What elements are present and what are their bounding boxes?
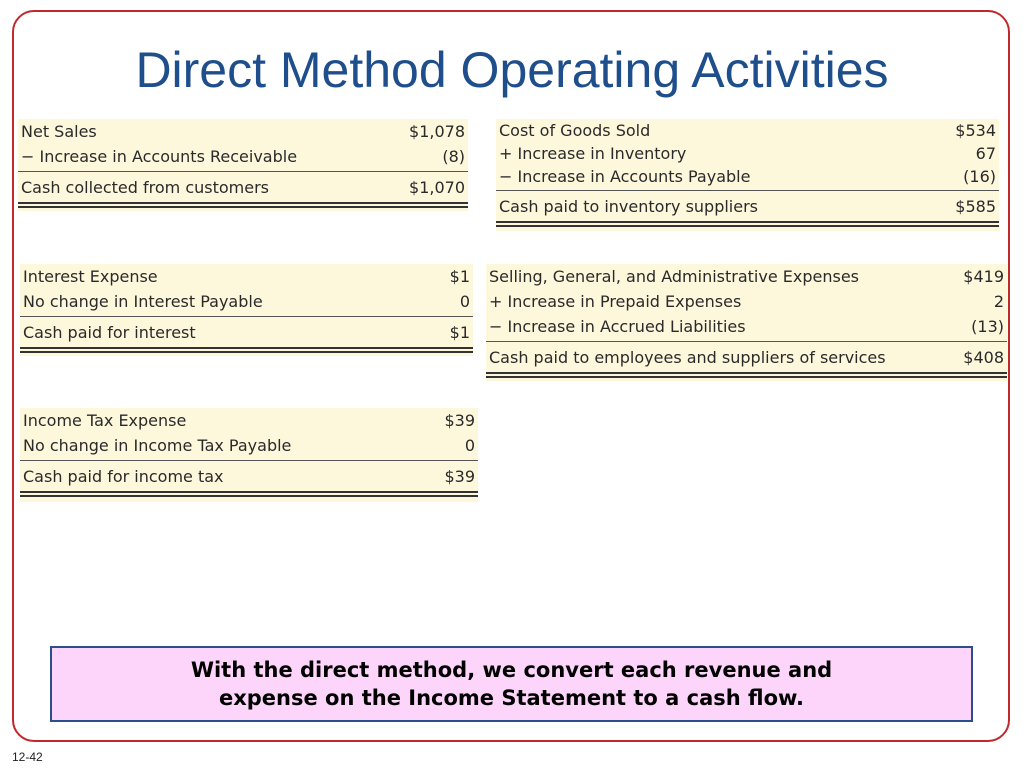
cash-paid-for-income-tax-table bbox=[20, 408, 478, 502]
table-row bbox=[486, 289, 1007, 314]
row-label: + Increase in Inventory bbox=[499, 144, 687, 163]
table-row bbox=[486, 264, 1007, 289]
total-label: Cash paid for interest bbox=[23, 322, 196, 342]
row-amount: $1,078 bbox=[409, 122, 465, 141]
row-amount: $534 bbox=[955, 121, 996, 140]
cash-from-customers-table bbox=[18, 119, 468, 211]
table-row bbox=[496, 165, 999, 188]
double-underline bbox=[496, 221, 999, 227]
total-row bbox=[486, 344, 1007, 370]
total-amount: $408 bbox=[963, 347, 1004, 367]
row-amount: (16) bbox=[963, 167, 996, 186]
cash-paid-for-interest-table bbox=[20, 264, 473, 356]
double-underline bbox=[20, 491, 478, 497]
divider bbox=[486, 341, 1007, 342]
table-row bbox=[496, 142, 999, 165]
row-amount: (13) bbox=[971, 317, 1004, 336]
row-label: Net Sales bbox=[21, 122, 97, 141]
double-underline bbox=[20, 347, 473, 353]
page-title: Direct Method Operating Activities bbox=[135, 42, 889, 98]
total-label: Cash paid for income tax bbox=[23, 466, 224, 486]
row-amount: 67 bbox=[975, 144, 996, 163]
cash-to-inventory-suppliers-table bbox=[496, 119, 999, 231]
table-row bbox=[20, 289, 473, 314]
table-row bbox=[496, 119, 999, 142]
row-amount: $419 bbox=[963, 267, 1004, 286]
table-row bbox=[20, 433, 478, 458]
divider bbox=[20, 316, 473, 317]
table-row bbox=[20, 264, 473, 289]
total-amount: $1 bbox=[449, 322, 470, 342]
row-amount: (8) bbox=[442, 147, 465, 166]
row-label: Interest Expense bbox=[23, 267, 158, 286]
total-amount: $1,070 bbox=[409, 177, 465, 197]
slide-number: 12-42 bbox=[12, 750, 43, 764]
total-row bbox=[496, 193, 999, 219]
total-amount: $39 bbox=[444, 466, 475, 486]
table-row bbox=[18, 144, 468, 169]
callout-line-2: expense on the Income Statement to a cash flow. bbox=[218, 686, 805, 710]
row-label: No change in Income Tax Payable bbox=[23, 436, 292, 455]
total-amount: $585 bbox=[955, 196, 996, 216]
total-label: Cash collected from customers bbox=[21, 177, 270, 197]
double-underline bbox=[18, 202, 468, 208]
callout-line-1: With the direct method, we convert each revenue and bbox=[190, 658, 833, 682]
row-amount: 0 bbox=[464, 436, 475, 455]
total-row bbox=[20, 463, 478, 489]
total-row bbox=[18, 174, 468, 200]
table-row bbox=[18, 119, 468, 144]
divider bbox=[20, 460, 478, 461]
divider bbox=[496, 190, 999, 191]
row-amount: $1 bbox=[449, 267, 470, 286]
row-amount: $39 bbox=[444, 411, 475, 430]
total-row bbox=[20, 319, 473, 345]
total-label: Cash paid to employees and suppliers of services bbox=[489, 347, 886, 367]
summary-callout bbox=[50, 646, 973, 722]
total-label: Cash paid to inventory suppliers bbox=[499, 196, 759, 216]
row-label: Income Tax Expense bbox=[23, 411, 187, 430]
divider bbox=[18, 171, 468, 172]
double-underline bbox=[486, 372, 1007, 378]
row-label: − Increase in Accounts Receivable bbox=[21, 147, 298, 166]
row-label: Selling, General, and Administrative Expenses bbox=[489, 267, 859, 286]
table-row bbox=[486, 314, 1007, 339]
row-amount: 2 bbox=[993, 292, 1004, 311]
table-row bbox=[20, 408, 478, 433]
row-label: Cost of Goods Sold bbox=[499, 121, 651, 140]
row-label: − Increase in Accounts Payable bbox=[499, 167, 751, 186]
cash-paid-for-services-table bbox=[486, 264, 1007, 381]
row-label: + Increase in Prepaid Expenses bbox=[489, 292, 742, 311]
row-label: − Increase in Accrued Liabilities bbox=[489, 317, 746, 336]
row-label: No change in Interest Payable bbox=[23, 292, 263, 311]
row-amount: 0 bbox=[459, 292, 470, 311]
